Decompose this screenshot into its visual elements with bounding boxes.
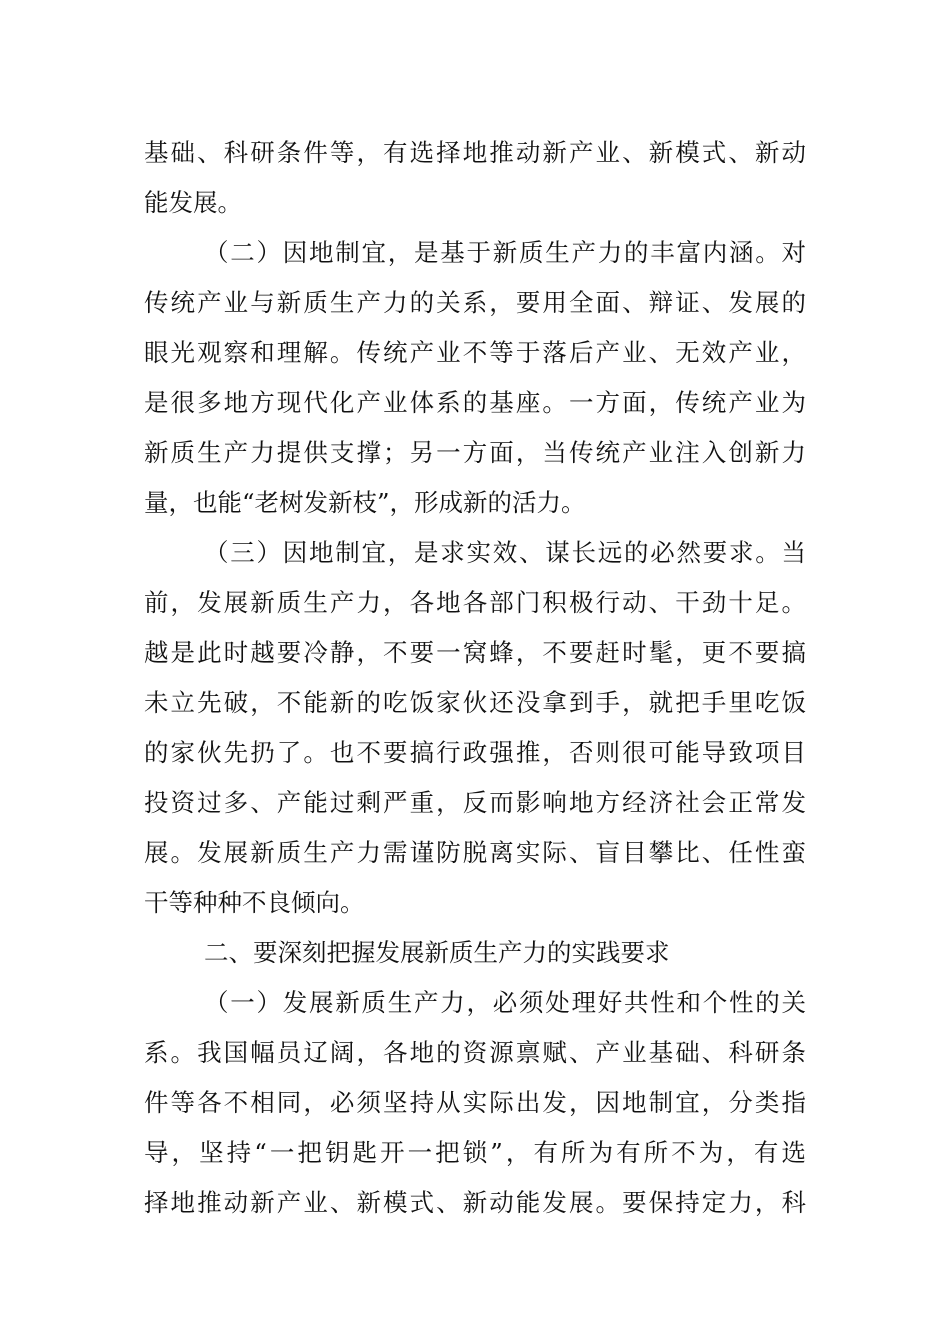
text-line: 传统产业与新质生产力的关系，要用全面、辩证、发展的 (144, 288, 806, 317)
text-line: 展。发展新质生产力需谨防脱离实际、盲目攀比、任性蛮 (144, 838, 806, 867)
text-line: 系。我国幅员辽阔，各地的资源禀赋、产业基础、科研条 (144, 1038, 806, 1067)
text-line: 眼光观察和理解。传统产业不等于落后产业、无效产业， (144, 338, 806, 367)
text-line: 是很多地方现代化产业体系的基座。一方面，传统产业为 (144, 388, 806, 417)
text-line: 择地推动新产业、新模式、新动能发展。要保持定力，科 (144, 1188, 806, 1217)
paragraph-start-line: （一）发展新质生产力，必须处理好共性和个性的关 (204, 988, 806, 1017)
text-line: 导，坚持“一把钥匙开一把锁”，有所为有所不为，有选 (144, 1138, 806, 1167)
paragraph-start-line: （三）因地制宜，是求实效、谋长远的必然要求。当 (204, 538, 806, 567)
document-body (144, 128, 806, 1228)
text-line: 基础、科研条件等，有选择地推动新产业、新模式、新动 (144, 138, 806, 167)
text-line: 干等种种不良倾向。 (144, 888, 365, 917)
text-line: 前，发展新质生产力，各地各部门积极行动、干劲十足。 (144, 588, 806, 617)
text-line: 新质生产力提供支撑；另一方面，当传统产业注入创新力 (144, 438, 806, 467)
text-line: 量，也能“老树发新枝”，形成新的活力。 (144, 488, 586, 517)
text-line: 越是此时越要冷静，不要一窝蜂，不要赶时髦，更不要搞 (144, 638, 806, 667)
text-line: 未立先破，不能新的吃饭家伙还没拿到手，就把手里吃饭 (144, 688, 806, 717)
text-line: 投资过多、产能过剩严重，反而影响地方经济社会正常发 (144, 788, 806, 817)
paragraph-start-line: （二）因地制宜，是基于新质生产力的丰富内涵。对 (204, 238, 806, 267)
text-line: 件等各不相同，必须坚持从实际出发，因地制宜，分类指 (144, 1088, 806, 1117)
section-heading: 二、要深刻把握发展新质生产力的实践要求 (204, 938, 670, 967)
text-line: 的家伙先扔了。也不要搞行政强推，否则很可能导致项目 (144, 738, 806, 767)
text-line: 能发展。 (144, 188, 242, 217)
